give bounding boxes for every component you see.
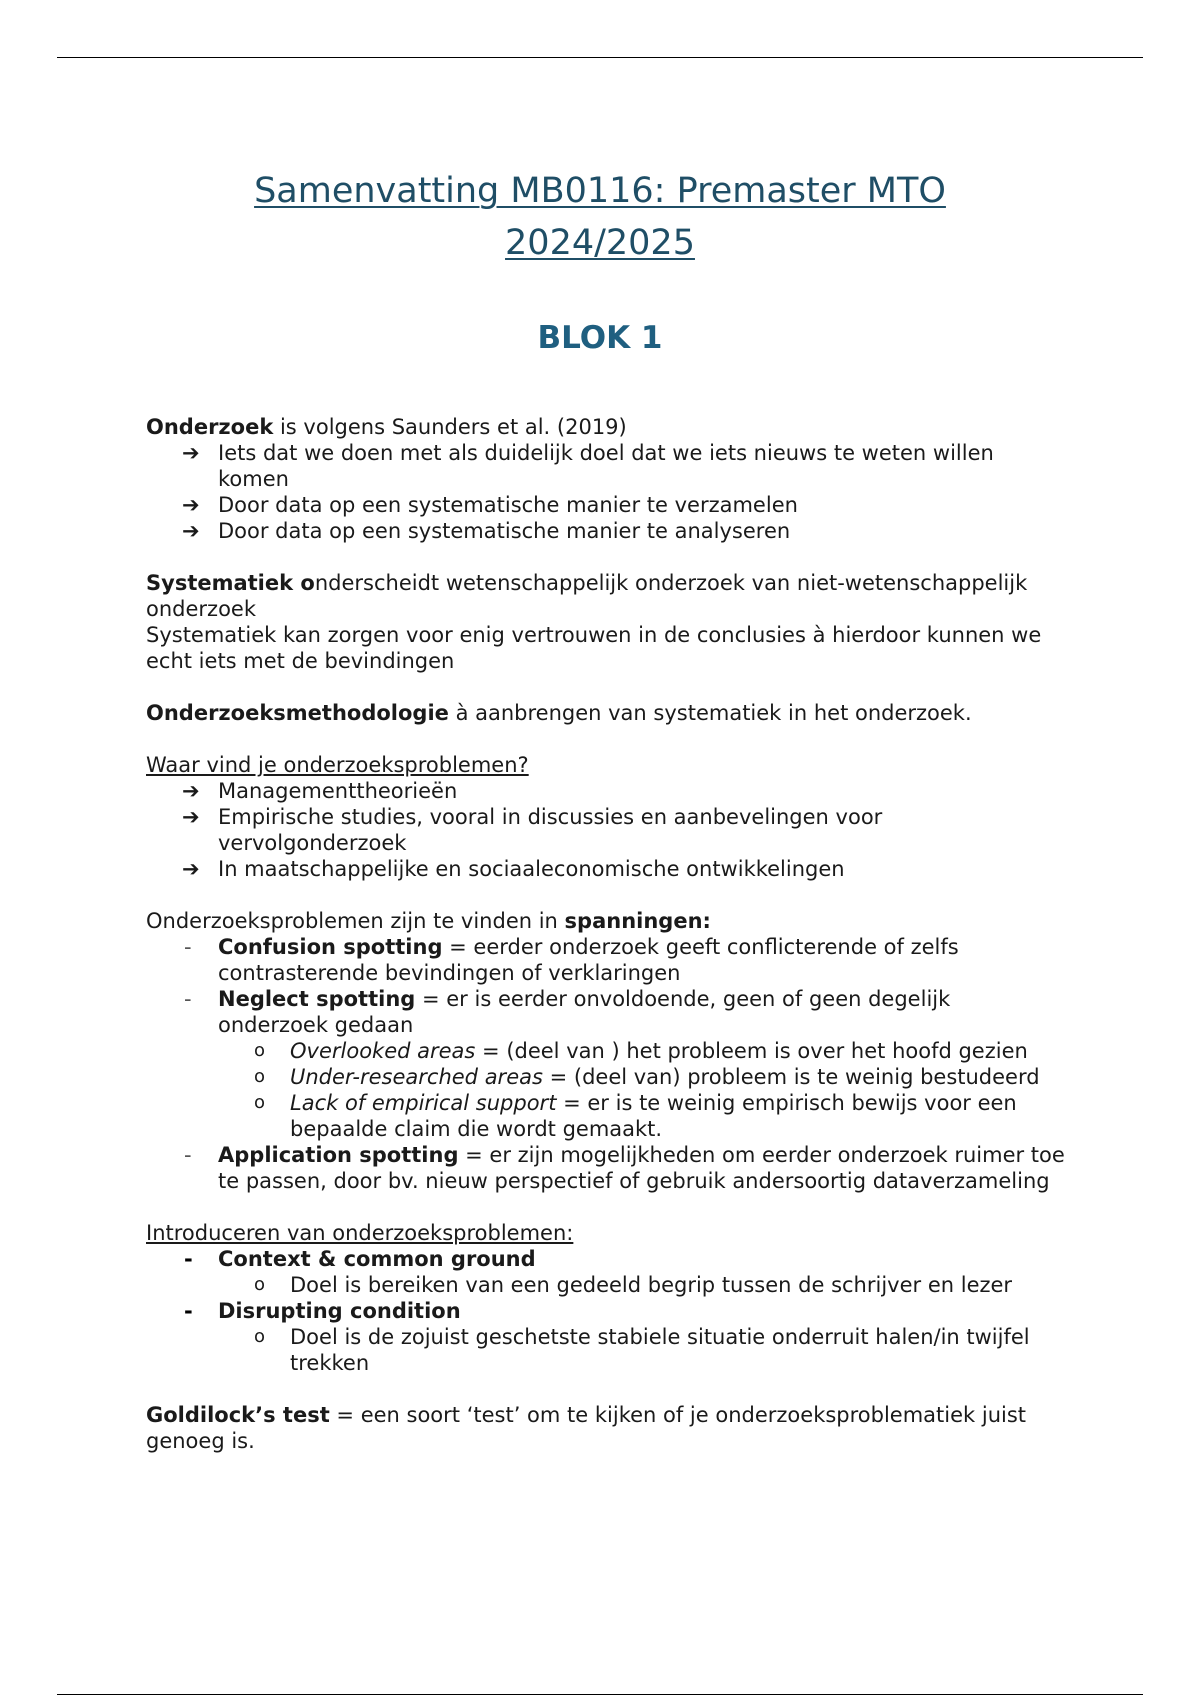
arrow-icon: ➔ — [182, 805, 200, 829]
application-rest: = er zijn mogelijkheden om eerder onderzoek ruimer toe te passen, door bv. nieuw perspectief of gebruik andersoortig dataverzameling — [218, 1143, 1065, 1193]
goldilock-rest: = een soort ‘test’ om te kijken of je onderzoeksproblematiek juist genoeg is. — [146, 1403, 1027, 1453]
neglect-term: Neglect spotting — [218, 987, 416, 1011]
systematiek-line-2: Systematiek kan zorgen voor enig vertrouwen in de conclusies à hierdoor kunnen we echt iets met de bevindingen — [146, 623, 1042, 673]
spanningen-term: spanningen: — [564, 909, 711, 933]
list-item-text: Empirische studies, vooral in discussies en aanbevelingen voor vervolgonderzoek — [218, 805, 883, 855]
waar-question: Waar vind je onderzoeksproblemen? — [146, 753, 529, 777]
methodologie-rest: à aanbrengen van systematiek in het onderzoek. — [448, 701, 972, 725]
arrow-icon: ➔ — [182, 857, 200, 881]
systematiek-rest: nderscheidt wetenschappelijk onderzoek van niet-wetenschappelijk onderzoek — [146, 571, 1028, 621]
list-item — [146, 804, 1066, 856]
list-item — [146, 1298, 1066, 1376]
list-item — [146, 1246, 1066, 1298]
list-item — [146, 518, 1066, 544]
list-item-text: Door data op een systematische manier te analyseren — [218, 519, 791, 543]
confusion-term: Confusion spotting — [218, 935, 443, 959]
spanningen-intro — [146, 908, 1066, 934]
circle-bullet-icon: o — [254, 1274, 266, 1295]
circle-bullet-icon: o — [254, 1326, 266, 1347]
context-term: Context & common ground — [218, 1247, 536, 1271]
dash-icon: - — [184, 1247, 193, 1271]
sub-term: Lack of empirical support — [290, 1091, 557, 1115]
sub-list-item — [218, 1324, 1066, 1376]
disrupting-term: Disrupting condition — [218, 1299, 461, 1323]
list-item-text: Iets dat we doen met als duidelijk doel dat we iets nieuws te weten willen komen — [218, 441, 994, 491]
goldilock-definition — [146, 1402, 1066, 1454]
arrow-icon: ➔ — [182, 493, 200, 517]
application-term: Application spotting — [218, 1143, 459, 1167]
waar-list — [146, 778, 1066, 882]
sub-term: Under-researched areas — [290, 1065, 543, 1089]
circle-bullet-icon: o — [254, 1092, 266, 1113]
methodologie-term: Onderzoeksmethodologie — [146, 701, 449, 725]
list-item-text: Door data op een systematische manier te verzamelen — [218, 493, 798, 517]
dash-icon: - — [184, 1299, 193, 1323]
circle-bullet-icon: o — [254, 1040, 266, 1061]
list-item — [146, 986, 1066, 1142]
systematiek-term: Systematiek o — [146, 571, 315, 595]
goldilock-term: Goldilock’s test — [146, 1403, 330, 1427]
sub-text: Doel is bereiken van een gedeeld begrip tussen de schrijver en lezer — [290, 1273, 1013, 1297]
dash-icon: - — [184, 935, 192, 959]
list-item — [146, 856, 1066, 882]
spanningen-intro-text: Onderzoeksproblemen zijn te vinden in — [146, 909, 565, 933]
sub-rest: = (deel van ) het probleem is over het hoofd gezien — [475, 1039, 1028, 1063]
spanningen-list — [146, 934, 1066, 1194]
sub-term: Overlooked areas — [290, 1039, 476, 1063]
dash-icon: - — [184, 1143, 192, 1167]
onderzoek-list — [146, 440, 1066, 544]
list-item-text: Managementtheorieën — [218, 779, 458, 803]
page-bottom-rule — [57, 1694, 1143, 1695]
onderzoek-rest: is volgens Saunders et al. (2019) — [273, 415, 627, 439]
neglect-sublist — [218, 1038, 1066, 1142]
systematiek-definition — [146, 570, 1066, 622]
title-line-2: 2024/2025 — [505, 223, 695, 263]
page-top-rule — [57, 57, 1143, 58]
confusion-rest: = eerder onderzoek geeft conflicterende of zelfs contrasterende bevindingen of verklaringen — [218, 935, 959, 985]
sub-list-item — [218, 1272, 1066, 1298]
disrupting-sublist — [218, 1324, 1066, 1376]
list-item — [146, 1142, 1066, 1194]
arrow-icon: ➔ — [182, 779, 200, 803]
arrow-icon: ➔ — [182, 441, 200, 465]
sub-rest: = (deel van) probleem is te weinig bestudeerd — [542, 1065, 1040, 1089]
section-heading: BLOK 1 — [537, 320, 663, 356]
onderzoek-definition — [146, 414, 1066, 440]
list-item — [146, 492, 1066, 518]
document-body — [146, 414, 1066, 1454]
sub-list-item — [218, 1038, 1066, 1064]
list-item — [146, 440, 1066, 492]
circle-bullet-icon: o — [254, 1066, 266, 1087]
title-line-1: Samenvatting MB0116: Premaster MTO — [254, 171, 946, 211]
document-title — [0, 165, 1200, 269]
introduceren-heading: Introduceren van onderzoeksproblemen: — [146, 1221, 574, 1245]
sub-list-item — [218, 1090, 1066, 1142]
methodologie-definition — [146, 700, 1066, 726]
introduceren-list — [146, 1246, 1066, 1376]
sub-rest: = er is te weinig empirisch bewijs voor een bepaalde claim die wordt gemaakt. — [290, 1091, 1017, 1141]
sub-text: Doel is de zojuist geschetste stabiele situatie onderruit halen/in twijfel trekken — [290, 1325, 1030, 1375]
list-item — [146, 934, 1066, 986]
neglect-rest: = er is eerder onvoldoende, geen of geen degelijk onderzoek gedaan — [218, 987, 951, 1037]
context-sublist — [218, 1272, 1066, 1298]
dash-icon: - — [184, 987, 192, 1011]
arrow-icon: ➔ — [182, 519, 200, 543]
list-item — [146, 778, 1066, 804]
sub-list-item — [218, 1064, 1066, 1090]
onderzoek-term: Onderzoek — [146, 415, 274, 439]
list-item-text: In maatschappelijke en sociaaleconomische ontwikkelingen — [218, 857, 845, 881]
